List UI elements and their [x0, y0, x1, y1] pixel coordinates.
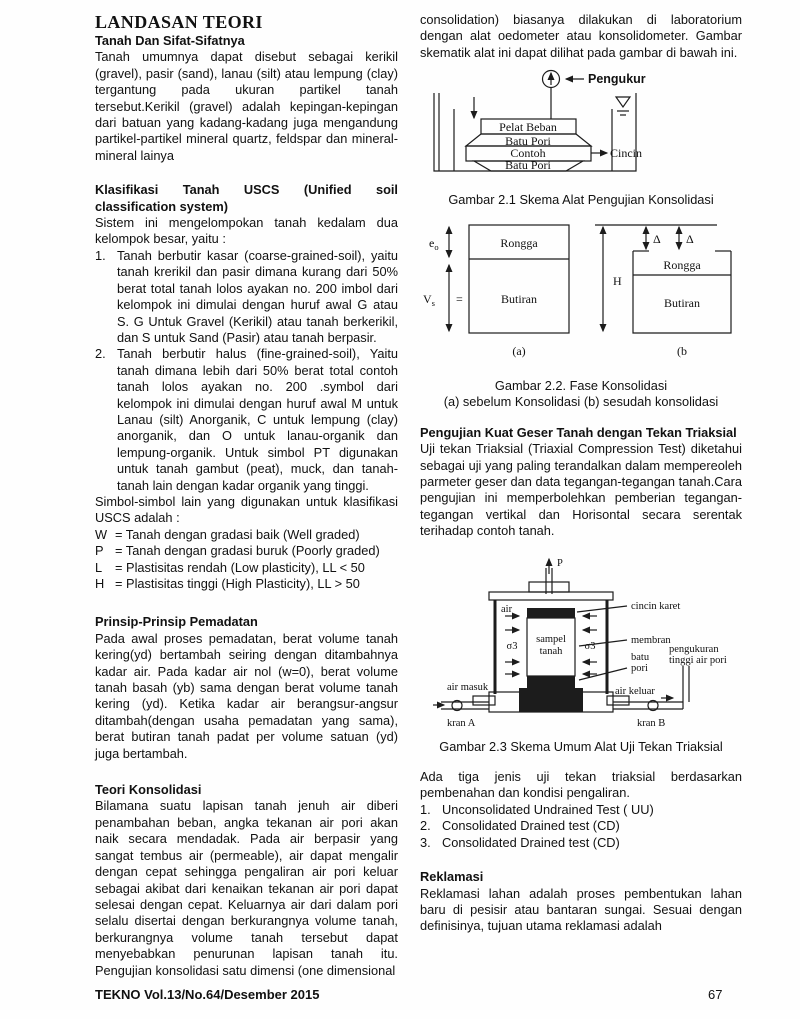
paragraph-prinsip-pemadatan: Pada awal proses pemadatan, berat volume tanah kering(yd) bertambah seiring dengan ditambahnya kadar air. Pada kadar air nol (w=0), berat volume tanah basah (yb) sama dengan berat volume tanah kering (yd). Ketika kadar air berangsur-angsur ditambah(dengan usaha pemadatan yang sama), berat butiran tanah padat per volume satuan (yd) juga bertambah.: [95, 630, 398, 761]
symbol-desc: = Plastisitas rendah (Low plasticity), LL < 50: [115, 559, 365, 575]
caption-figure-2-2-line2: (a) sebelum Konsolidasi (b) sesudah konsolidasi: [443, 394, 719, 410]
label-butiran-a: Butiran: [501, 291, 537, 306]
paragraph-simbol-intro: Simbol-simbol lain yang digunakan untuk klasifikasi USCS adalah :: [95, 493, 398, 526]
paragraph-tanah-dan-sifat: Tanah umumnya dapat disebut sebagai kerikil (gravel), pasir (sand), lanau (silt) atau lempung (clay) tergantung pada ukuran partikel tanah tersebut.Kerikil (gravel) adalah kepingan-kepingan dari batuan yang kadang-kadang juga mengandung partikel-partikel mineral quartz, feldspar dan mineral-mineral lainya: [95, 49, 398, 163]
heading-teori-konsolidasi: Teori Konsolidasi: [95, 782, 202, 798]
paragraph-teori-konsolidasi: Bilamana suatu lapisan tanah jenuh air diberi penambahan beban, angka tekanan air pori akan naik secara mendadak. Pada air berpasir yang sangat tembus air (permeable), air dapat mengalir dengan cepat sehingga pengaliran air pori keluar sebagai akibat dari kenaikan tekanan air pori dapat selesai dengan cepat. Keluarnya air dari dalam pori selalu disertai dengan berkurangnya volume tanah, berkurangnya volume tanah tersebut dapat menyebabkan penurunan lapisan tanah itu. Pengujian konsolidasi satu dimensi (one dimensional: [95, 798, 398, 978]
right-column: [420, 12, 742, 935]
list-text: Tanah berbutir halus (fine-grained-soil), Yaitu tanah dimana lebih dari 50% berat total contoh tanah lolos ayakan no. 200 .symbol dari kelompok ini dimulai dengan huruf awal M untuk Lanau (silt) Anorganik, C untuk lempung (clay) anorganik, dan O untuk lanau-organik dan lempung-organik. Untuk simbol PT digunakan untuk tanah gambut (peat), muck, dan tanah-tanah lain dengan kadar organik yang tinggi.: [117, 346, 398, 493]
list-number: 1.: [420, 801, 431, 817]
figure-2-3: [420, 554, 742, 739]
list-text: Unconsolidated Undrained Test ( UU): [442, 801, 654, 817]
list-text: Consolidated Drained test (CD): [442, 834, 620, 850]
caption-figure-2-2-line1: Gambar 2.2. Fase Konsolidasi: [494, 377, 668, 393]
list-number: 2.: [95, 346, 106, 362]
list-item: [420, 802, 742, 818]
label-rongga-a: Rongga: [500, 235, 538, 250]
label-kran-a: kran A: [447, 717, 476, 729]
label-air-keluar: air keluar: [615, 685, 655, 697]
label-delta-1: Δ: [653, 231, 661, 246]
symbol-row: [95, 560, 398, 576]
label-sampel: sampel: [536, 633, 566, 645]
symbol-row: [95, 576, 398, 592]
label-eo: $e_o$: [429, 235, 439, 252]
label-butiran-b: Butiran: [664, 295, 700, 310]
label-equals: =: [456, 291, 463, 306]
label-pengukuran: pengukuran: [669, 643, 719, 655]
water-level-symbol: [616, 97, 630, 115]
symbol-desc: = Tanah dengan gradasi buruk (Poorly graded): [115, 543, 380, 559]
figure-2-2-diagram: [421, 219, 741, 359]
figure-2-1: [420, 67, 742, 192]
label-h: H: [613, 273, 622, 288]
label-vs: $V_s$: [423, 291, 435, 308]
heading-pengujian-triaksial: Pengujian Kuat Geser Tanah dengan Tekan Triaksial: [420, 424, 737, 440]
label-sigma3-left: σ3: [506, 640, 518, 652]
label-pori: pori: [631, 662, 648, 674]
symbol-row: [95, 543, 398, 559]
label-contoh: Contoh: [510, 146, 546, 161]
list-text: Consolidated Drained test (CD): [442, 818, 620, 834]
figure-2-2: [420, 219, 742, 364]
paragraph-continuation: consolidation) biasanya dilakukan di laboratorium dengan alat oedometer atau konsolidometer. Gambar skematik alat ini dapat dilihat pada gambar di bawah ini.: [420, 12, 742, 60]
label-pengukur: Pengukur: [588, 72, 646, 87]
paragraph-klasifikasi-intro: Sistem ini mengelompokan tanah kedalam dua kelompok besar, yaitu :: [95, 215, 398, 247]
label-cincin-karet: cincin karet: [631, 600, 681, 612]
symbol-desc: = Plastisitas tinggi (High Plasticity), LL > 50: [115, 576, 360, 591]
list-item: [420, 818, 742, 834]
label-air-masuk: air masuk: [447, 681, 489, 693]
symbol-letter: W: [95, 526, 108, 542]
caption-figure-2-1: Gambar 2.1 Skema Alat Pengujian Konsolidasi: [448, 192, 714, 208]
paragraph-reklamasi: Reklamasi lahan adalah proses pembentukan lahan baru di pesisir atau bantaran sungai. Sesuai dengan definisinya, tujuan utama reklamasi adalah: [420, 885, 742, 934]
label-tanah: tanah: [539, 645, 563, 657]
page-title: LANDASAN TEORI: [95, 12, 263, 32]
list-number: 1.: [95, 247, 106, 263]
list-number: 3.: [420, 834, 431, 850]
list-item: [95, 248, 398, 346]
label-sigma3-right: σ3: [584, 640, 596, 652]
piston: [546, 559, 552, 594]
base-assembly: [473, 688, 629, 712]
caption-figure-2-3: Gambar 2.3 Skema Umum Alat Uji Tekan Triaksial: [439, 738, 723, 754]
label-delta-2: Δ: [686, 231, 694, 246]
symbol-row: [95, 527, 398, 543]
heading-prinsip-pemadatan: Prinsip-Prinsip Pemadatan: [95, 614, 258, 630]
list-text: Tanah berbutir kasar (coarse-grained-soil), yaitu tanah krerikil dan pasir dimana kurang dari 50% berat total tanah lolos ayakan no. 200 imbol dari kelompok ini dimulai dengan huruf awal G atau S. G Untuk Gravel (Kerikil) atau tanah berkerikil, dan S untuk Sand (Pasir) atau tanah berpasir.: [117, 247, 398, 345]
label-rongga-b: Rongga: [663, 257, 701, 272]
standpipe: [683, 666, 689, 709]
heading-tanah-dan-sifat: Tanah Dan Sifat-Sifatnya: [95, 33, 245, 48]
label-air: air: [501, 603, 513, 615]
footer-journal: TEKNO Vol.13/No.64/Desember 2015: [95, 987, 320, 1002]
heading-reklamasi: Reklamasi: [420, 869, 484, 885]
symbol-desc: = Tanah dengan gradasi baik (Well graded): [115, 526, 360, 542]
paragraph-pengujian-triaksial: Uji tekan Triaksial (Triaxial Compression Test) diketahui sebagai uji yang paling terandalkan dalam mempereoleh parmeter geser dan data tegangan-tegangan tanah.Cara pengujian ini memperbolehkan pemberian tegangan-tegangan vertikal dan Horisontal secara serentak terihadap contoh tanah.: [420, 441, 742, 539]
label-sub-a: (a): [512, 343, 526, 358]
heading-klasifikasi-uscs: Klasifikasi Tanah USCS (Unified soil classification system): [95, 182, 398, 214]
symbol-letter: L: [95, 559, 103, 575]
list-number: 2.: [420, 818, 431, 834]
label-tinggi-air-pori: tinggi air pori: [669, 654, 727, 666]
footer-page-number: 67: [708, 987, 723, 1002]
figure-2-1-diagram: [426, 67, 736, 187]
list-item: [420, 835, 742, 851]
label-kran-b: kran B: [637, 717, 666, 729]
paragraph-tiga-jenis: Ada tiga jenis uji tekan triaksial berdasarkan pembenahan dan kondisi pengaliran.: [420, 769, 742, 801]
label-sub-b: (b: [677, 343, 687, 358]
label-cincin: Cincin: [610, 146, 642, 161]
symbol-letter: P: [95, 543, 104, 559]
label-membran: membran: [631, 634, 671, 646]
label-p: P: [557, 557, 563, 569]
label-batu-pori-bawah: Batu Pori: [505, 158, 551, 173]
dial-gauge: [543, 71, 585, 120]
label-pelat-beban: Pelat Beban: [499, 120, 557, 135]
left-column: [95, 12, 398, 979]
figure-2-3-diagram: [431, 554, 731, 734]
outlet-pipe: [613, 698, 683, 711]
cell-cap: [489, 582, 613, 600]
symbol-letter: H: [95, 576, 105, 591]
label-batu-pori-atas: Batu Pori: [505, 134, 551, 149]
list-item: [95, 346, 398, 494]
label-batu: batu: [631, 651, 650, 663]
